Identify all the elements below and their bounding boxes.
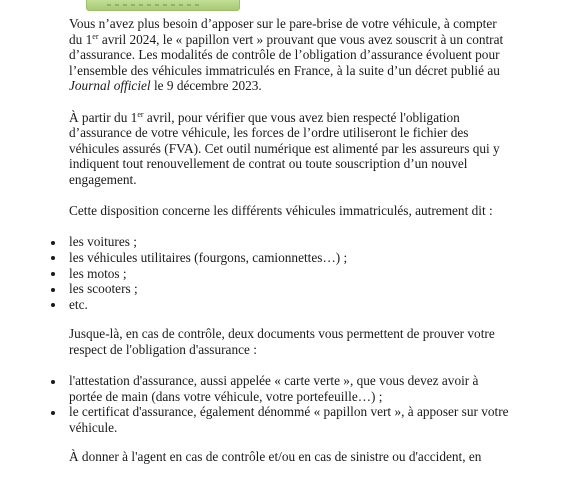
list-item: l'attestation d'assurance, aussi appelée « carte verte », que vous devez avoir à portée de main (dans votre véhicule, votre portefeuille…) ;: [69, 373, 509, 404]
papillon-vert-image: [86, 0, 240, 11]
list-item: les motos ;: [69, 266, 509, 282]
cutoff-paragraph: À donner à l'agent en cas de contrôle et/ou en cas de sinistre ou d'accident, en: [69, 449, 482, 465]
list-item: les véhicules utilitaires (fourgons, camionnettes…) ;: [69, 250, 509, 266]
list-item: les scooters ;: [69, 281, 509, 297]
intro-paragraph-1: Vous n’avez plus besoin d’apposer sur le pare-brise de votre véhicule, à compter du 1er avril 2024, le « papillon vert » prouvant que vous avez souscrit à un contrat d’assurance. Les modalités de contrôle de l’obligation d’assurance évoluent pour l’ensemble des véhicules immatriculés en France, à la suite d’un décret publié au Journal officiel le 9 décembre 2023.: [69, 16, 504, 94]
intro-paragraph-3: Cette disposition concerne les différents véhicules immatriculés, autrement dit :: [69, 203, 493, 219]
list-item: les voitures ;: [69, 234, 509, 250]
intro-paragraph-2: À partir du 1er avril, pour vérifier que vous avez bien respecté l'obligation d’assurance de votre véhicule, les forces de l’ordre utiliseront le fichier des véhicules assurés (FVA). Cet outil numérique est alimenté par les assureurs qui y indiquent tout renouvellement de contrat ou toute souscription d’un nouvel engagement.: [69, 109, 500, 187]
control-paragraph: Jusque-là, en cas de contrôle, deux documents vous permettent de prouver votre respect de l'obligation d'assurance :: [69, 326, 495, 357]
vehicle-list: [69, 234, 509, 312]
list-item: etc.: [69, 297, 509, 313]
document-list: [69, 373, 509, 435]
article-body: [69, 16, 509, 481]
list-item: le certificat d'assurance, également dénommé « papillon vert », à apposer sur votre véhicule.: [69, 404, 509, 435]
